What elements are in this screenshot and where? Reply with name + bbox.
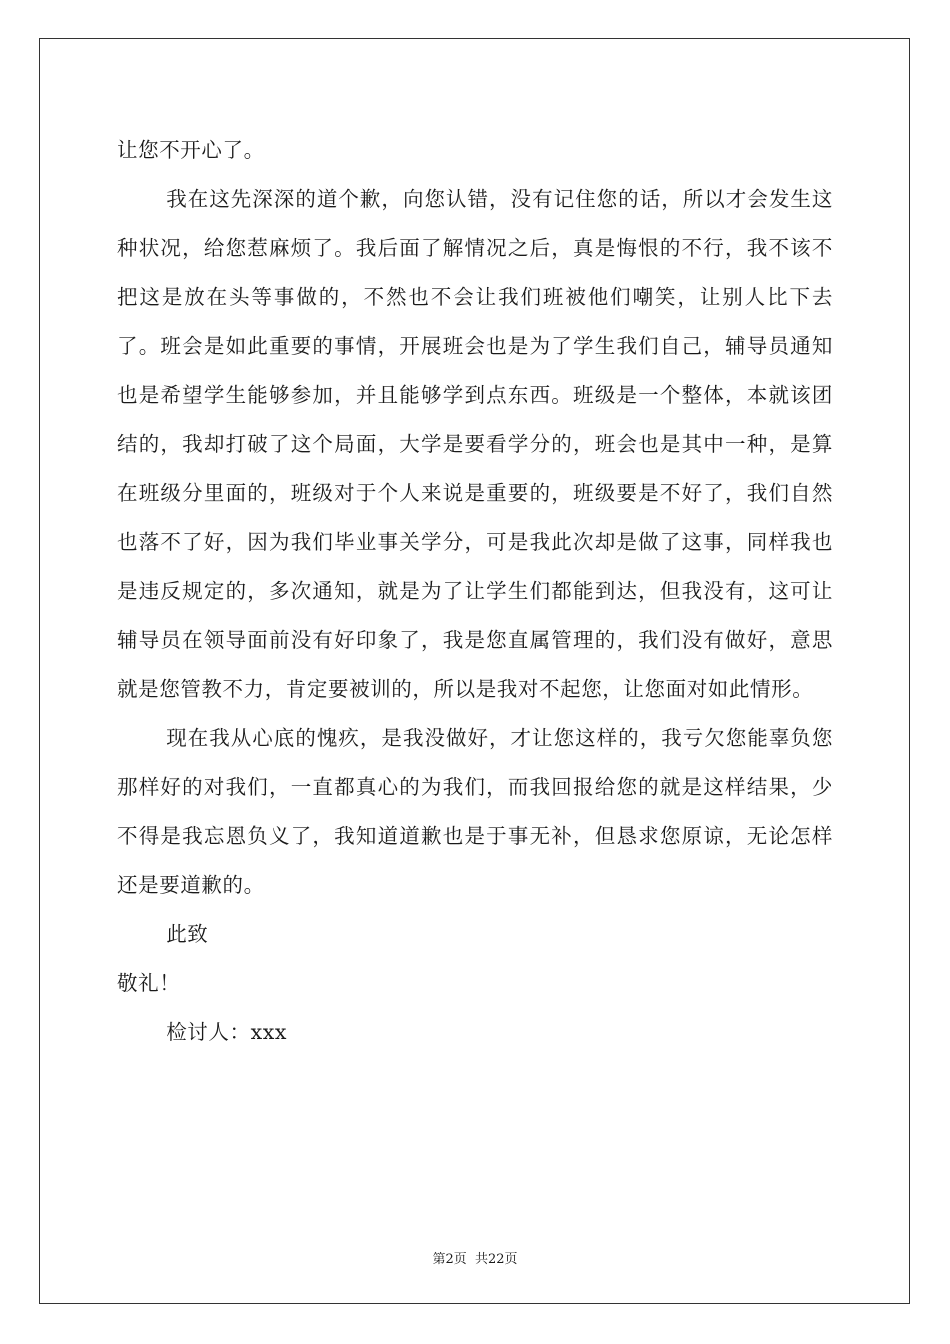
signature: 检讨人：xxx — [166, 1020, 288, 1044]
paragraph-remorse: 现在我从心底的愧疚，是我没做好，才让您这样的，我亏欠您能辜负您那样好的对我们，一直都真心的为我们，而我回报给您的就是这样结果，少不得是我忘恩负义了，我知道道歉也是于事无补，但恳求您原谅，无论怎样还是要道歉的。 — [117, 726, 833, 897]
closing-phrase: 此致 — [166, 922, 209, 946]
current-page-number: 第2页 — [432, 1252, 467, 1267]
letter-body — [117, 126, 833, 1057]
total-page-count: 共22页 — [474, 1252, 518, 1267]
page-footer — [0, 1248, 950, 1267]
paragraph-apology: 我在这先深深的道个歉，向您认错，没有记住您的话，所以才会发生这种状况，给您惹麻烦了。我后面了解情况之后，真是悔恨的不行，我不该不把这是放在头等事做的，不然也不会让我们班被他们嘲笑，让别人比下去了。班会是如此重要的事情，开展班会也是为了学生我们自己，辅导员通知也是希望学生能够参加，并且能够学到点东西。班级是一个整体，本就该团结的，我却打破了这个局面，大学是要看学分的，班会也是其中一种，是算在班级分里面的，班级对于个人来说是重要的，班级要是不好了，我们自然也落不了好，因为我们毕业事关学分，可是我此次却是做了这事，同样我也是违反规定的，多次通知，就是为了让学生们都能到达，但我没有，这可让辅导员在领导面前没有好印象了，我是您直属管理的，我们没有做好，意思就是您管教不力，肯定要被训的，所以是我对不起您，让您面对如此情形。 — [117, 187, 833, 701]
paragraph-continuation: 让您不开心了。 — [117, 138, 265, 162]
salutation: 敬礼！ — [117, 971, 181, 995]
